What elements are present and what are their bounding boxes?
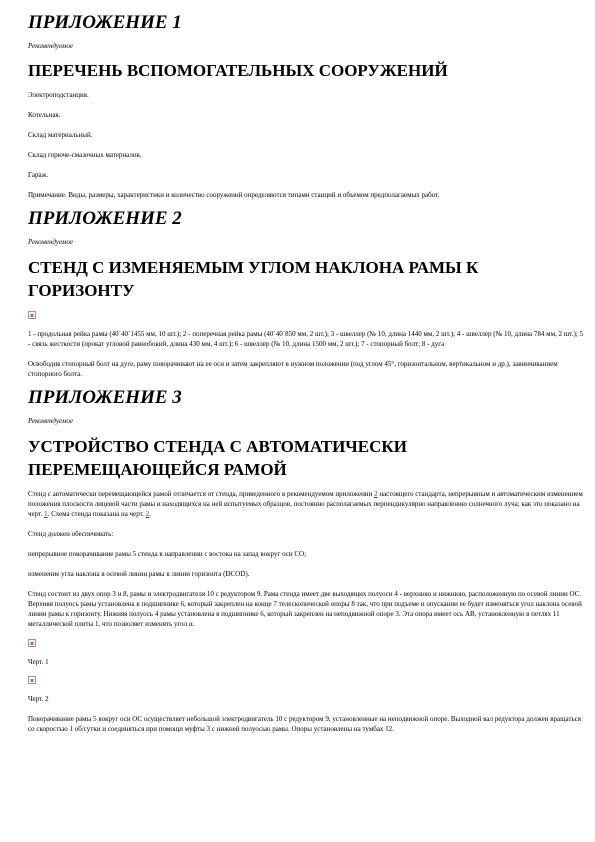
link-appendix-2[interactable]: 2 [374,490,378,498]
broken-image-icon [28,676,36,684]
broken-image-icon [28,311,36,319]
list-item: Электроподстанция. [28,91,89,99]
intro-text: . [149,510,151,518]
list-item: изменение угла наклона в осевой линии рамы к линии горизонта (ÐCOD). [28,570,250,578]
link-chart-1[interactable]: 1 [44,510,48,518]
appendix-1-title: ПРИЛОЖЕНИЕ 1 [28,12,182,33]
rotation-text: Поворачивание рамы 5 вокруг оси ОС осуществляет небольшой электродвигатель 10 с редуктором 9, установленные на неподвижной опоре. Выходной вал редуктора должен вращаться со скоростью 1 об/сутки и соединяться при помощи муфты 3 с нижней полуосью рамы. Опоры установлены на тумбах 12. [28,715,582,733]
appendix-1-heading: ПЕРЕЧЕНЬ ВСПОМОГАТЕЛЬНЫХ СООРУЖЕНИЙ [28,61,448,80]
figure-image [28,311,587,321]
appendix-1-status: Рекомендуемое [28,42,73,50]
list-item: Гараж. [28,171,49,179]
intro-text: настоящего стандарта, непрерывным и автоматическим изменением положения плоскости лицевой части рамы и находящихся на ней испытуемых образцов, постоянно располагаемых перпендикулярно направлению солнечного луча; как это показано на черт. [28,490,583,518]
appendix-3-title: ПРИЛОЖЕНИЕ 3 [28,387,182,408]
appendix-3-status: Рекомендуемое [28,417,73,425]
appendix-2-status: Рекомендуемое [28,238,73,246]
intro-text: Стенд с автоматически перемещающейся рамой отличается от стенда, приведенного в рекомендуемом приложении [28,490,375,498]
appendix-3-heading: УСТРОЙСТВО СТЕНДА С АВТОМАТИЧЕСКИ ПЕРЕМЕЩАЮЩЕЙСЯ РАМОЙ [28,437,407,479]
link-chart-2[interactable]: 2 [145,510,150,518]
chart-1-caption: Черт. 1 [28,658,49,666]
appendix-2-heading: СТЕНД С ИЗМЕНЯЕМЫМ УГЛОМ НАКЛОНА РАМЫ К ГОРИЗОНТУ [28,258,479,300]
list-item: Склад материальный. [28,131,93,139]
intro-text: . Схема стенда показана на черт. [47,510,146,518]
list-item: Склад горюче-смазочных материалов. [28,151,142,159]
appendix-2-description: Освободив стопорный болт на дуге, раму поворачивают на ее оси и затем закрепляют в нужном положении (под углом 45°, горизонтальном, вертикальном и др.), завинчиванием стопорного болта. [28,360,558,378]
chart-1-image [28,639,587,649]
appendix-1-note: Примечание. Виды, размеры, характеристики и количество сооружений определяются типами станций и объемом предполагаемых работ. [28,191,440,199]
broken-image-icon [28,639,36,647]
chart-2-image [28,676,587,686]
list-item: непрерывное поворачивание рамы 5 стенда в направлении с востока на запад вокруг оси СО; [28,550,307,558]
construction-text: Стенд состоит из двух опор 3 и 8, рамы и электродвигателя 10 с редуктором 9. Рама стенда имеет две выходящих полуоси 4 - верхнюю и нижнюю, расположенную по осевой линии ОС. Верхняя полуось рамы установлена в подшипнике 6, который закреплен на конце 7 телескопической опоры 8 так, что при подъеме и опускании ее будет изменяться угол наклона осевой линии рамы к горизонту. Нижняя полуось 4 рамы установлена в подшипнике 6, который закреплен на неподвижной опоре 3. Эта опора имеет ось АВ, установленную в петлях 11 металлической плиты 1, что позволяет изменять угол α. [28,590,582,628]
list-item: Котельная. [28,111,61,119]
requirements-label: Стенд должен обеспечивать: [28,530,114,538]
figure-legend: 1 - продольная рейка рамы (40´40´1455 мм, 10 шт.); 2 - поперечная рейка рамы (40´40´850 мм, 2 шт.); 3 - швеллер (№ 10, длина 1440 мм, 2 шт.); 4 - швеллер (№ 10, длина 784 мм, 2 шт.); 5 - связь жесткости (прокат угловой равнобокий, длина 430 мм, 4 шт.); 6 - швеллер (№ 10, длина 1500 мм, 2 шт.); 7 - стопорный болт; 8 - дуга [28,330,583,348]
appendix-3-intro [28,489,587,519]
chart-2-caption: Черт. 2 [28,695,49,703]
appendix-2-title: ПРИЛОЖЕНИЕ 2 [28,208,182,229]
